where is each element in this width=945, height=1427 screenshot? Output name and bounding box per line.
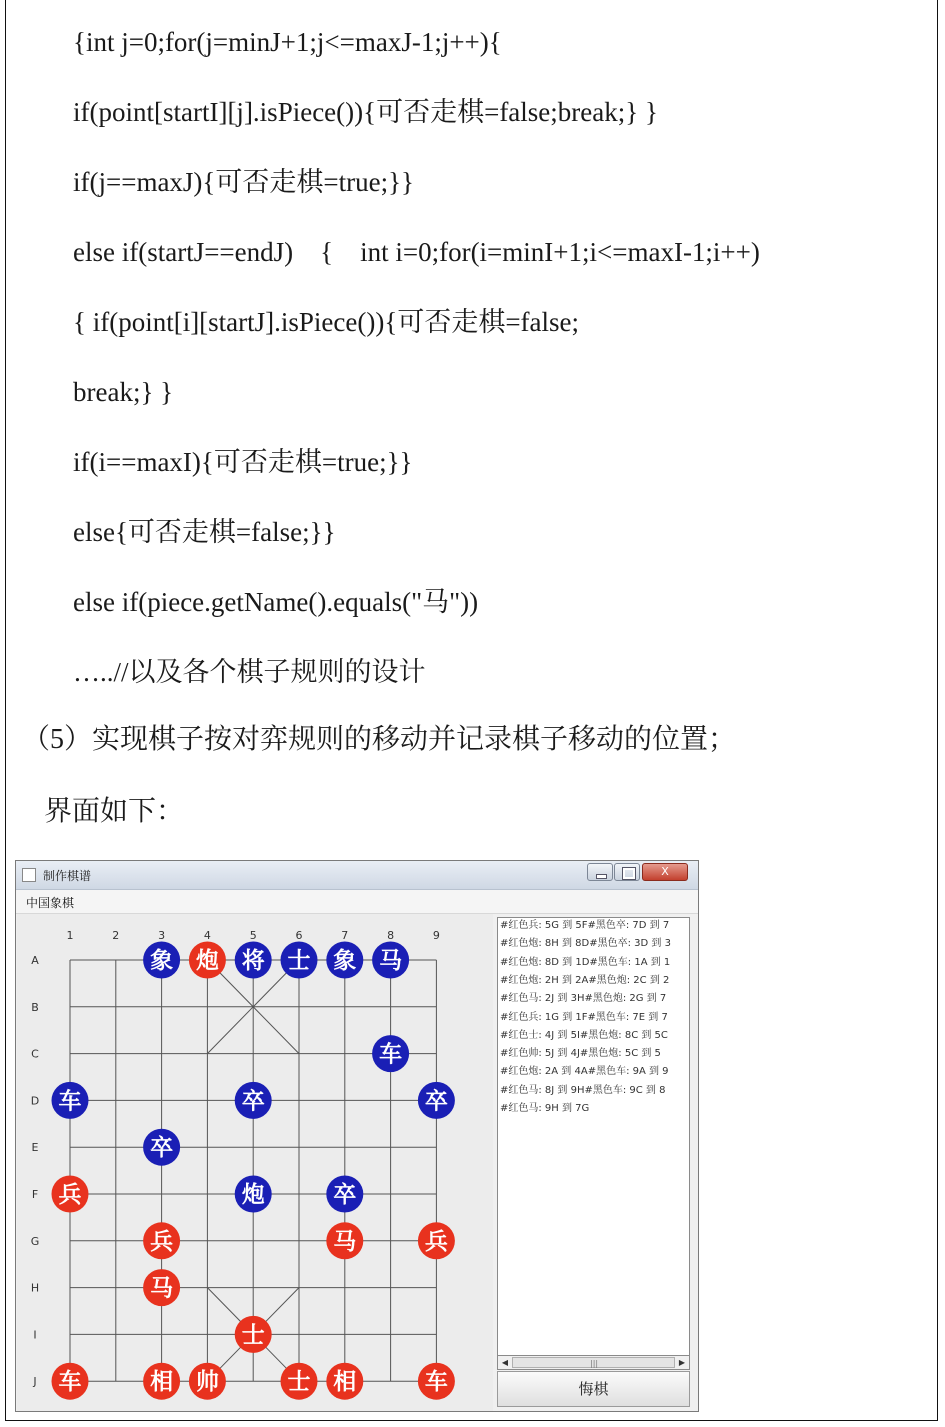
- close-icon: X: [661, 865, 669, 878]
- move-log-entry: #红色兵: 1G 到 1F#黑色车: 7E 到 7: [500, 1011, 668, 1023]
- chess-piece-red[interactable]: [326, 1363, 363, 1400]
- chess-piece-red[interactable]: [189, 942, 226, 979]
- row-label: D: [30, 1094, 40, 1108]
- piece-label: 车: [58, 1369, 82, 1396]
- chess-piece-red[interactable]: [418, 1363, 455, 1400]
- piece-label: 马: [379, 948, 403, 974]
- chess-piece-blue[interactable]: [326, 1176, 363, 1213]
- piece-label: 车: [58, 1088, 82, 1115]
- app-icon: [22, 868, 36, 882]
- piece-label: 炮: [195, 948, 219, 974]
- move-log-entry: #红色士: 4J 到 5I#黑色炮: 8C 到 5C: [500, 1029, 668, 1041]
- move-log-entry: #红色炮: 2A 到 4A#黑色车: 9A 到 9: [500, 1066, 669, 1078]
- row-label: A: [31, 954, 39, 967]
- scroll-grip-icon: |||: [590, 1359, 599, 1368]
- move-log-entry: #红色炮: 2H 到 2A#黑色炮: 2C 到 2: [500, 974, 670, 986]
- code-line: break;} }: [73, 377, 174, 407]
- column-label: 9: [432, 929, 440, 942]
- code-line: if(point[startI][j].isPiece()){可否走棋=false;break;} }: [73, 97, 658, 127]
- piece-label: 士: [287, 1369, 311, 1396]
- code-line: else if(piece.getName().equals("马")): [73, 587, 479, 617]
- move-log-entry: #红色马: 8J 到 9H#黑色车: 9C 到 8: [500, 1084, 666, 1096]
- piece-label: 马: [333, 1228, 357, 1255]
- scroll-right-icon[interactable]: ▶: [678, 1358, 686, 1367]
- chess-board[interactable]: [17, 914, 493, 1411]
- chess-piece-red[interactable]: [143, 1269, 180, 1306]
- piece-label: 车: [424, 1369, 448, 1396]
- piece-label: 兵: [58, 1182, 82, 1208]
- column-label: 1: [66, 929, 74, 942]
- chess-piece-blue[interactable]: [143, 942, 180, 979]
- title-bar[interactable]: [16, 861, 698, 890]
- piece-label: 卒: [424, 1088, 448, 1115]
- minimize-button[interactable]: [587, 863, 613, 881]
- chess-piece-blue[interactable]: [235, 1176, 272, 1213]
- code-line: { if(point[i][startJ].isPiece()){可否走棋=false;: [73, 307, 580, 337]
- column-label: 5: [249, 929, 257, 942]
- chess-piece-red[interactable]: [189, 1363, 226, 1400]
- row-label: C: [31, 1047, 39, 1061]
- piece-label: 卒: [241, 1088, 265, 1115]
- code-line: else if(startJ==endJ) { int i=0;for(i=minI+1;i<=maxI-1;i++): [73, 237, 760, 267]
- chess-piece-blue[interactable]: [281, 942, 318, 979]
- chess-piece-blue[interactable]: [372, 942, 409, 979]
- piece-label: 士: [287, 948, 311, 974]
- move-log-entry: #红色兵: 5G 到 5F#黑色卒: 7D 到 7: [500, 920, 670, 931]
- move-log-entry: #红色马: 2J 到 3H#黑色炮: 2G 到 7: [500, 993, 667, 1005]
- chess-piece-red[interactable]: [418, 1222, 455, 1259]
- piece-label: 兵: [150, 1228, 174, 1255]
- horizontal-scrollbar[interactable]: [497, 1355, 690, 1370]
- chess-piece-blue[interactable]: [326, 942, 363, 979]
- chess-piece-red[interactable]: [52, 1363, 89, 1400]
- piece-label: 兵: [424, 1228, 448, 1255]
- row-label: I: [33, 1328, 37, 1342]
- menu-chinese-chess[interactable]: 中国象棋: [26, 896, 75, 910]
- move-log-panel[interactable]: [497, 917, 690, 1357]
- move-log-entry: #红色炮: 8D 到 1D#黑色车: 1A 到 1: [500, 956, 671, 968]
- chess-piece-blue[interactable]: [235, 942, 272, 979]
- piece-label: 相: [150, 1369, 174, 1396]
- menu-bar: [16, 890, 698, 914]
- app-window-screenshot: [15, 860, 699, 1412]
- chess-piece-red[interactable]: [143, 1363, 180, 1400]
- chess-piece-blue[interactable]: [52, 1082, 89, 1119]
- scroll-thumb[interactable]: [512, 1357, 675, 1368]
- chess-piece-blue[interactable]: [418, 1082, 455, 1119]
- close-button[interactable]: [642, 863, 688, 881]
- maximize-button[interactable]: [614, 863, 640, 881]
- column-label: 7: [341, 929, 349, 942]
- row-label: J: [33, 1375, 37, 1389]
- move-log-entry: #红色帅: 5J 到 4J#黑色炮: 5C 到 5: [500, 1048, 661, 1060]
- maximize-icon: [623, 868, 635, 879]
- chess-piece-red[interactable]: [326, 1222, 363, 1259]
- chess-piece-red[interactable]: [143, 1222, 180, 1259]
- chess-piece-red[interactable]: [281, 1363, 318, 1400]
- board-area: [17, 914, 493, 1411]
- piece-label: 士: [241, 1322, 265, 1349]
- row-label: F: [31, 1188, 39, 1201]
- window-title: 制作棋谱: [43, 869, 92, 883]
- undo-button[interactable]: 悔棋: [497, 1371, 690, 1407]
- row-label: G: [30, 1234, 40, 1248]
- column-label: 6: [295, 929, 303, 942]
- piece-label: 卒: [150, 1135, 174, 1162]
- step-text: （5）实现棋子按对弈规则的移动并记录棋子移动的位置；: [22, 724, 737, 755]
- chess-piece-blue[interactable]: [143, 1129, 180, 1166]
- row-label: B: [31, 1000, 39, 1014]
- chess-piece-red[interactable]: [235, 1316, 272, 1353]
- scroll-left-icon[interactable]: ◀: [501, 1358, 509, 1367]
- chess-piece-blue[interactable]: [372, 1035, 409, 1072]
- piece-label: 相: [333, 1369, 357, 1396]
- code-line: {int j=0;for(j=minJ+1;j<=maxJ-1;j++){: [73, 27, 502, 57]
- code-line: if(j==maxJ){可否走棋=true;}}: [73, 167, 415, 197]
- minimize-icon: [596, 874, 607, 879]
- move-log-entry: #红色炮: 8H 到 8D#黑色卒: 3D 到 3: [500, 938, 671, 950]
- code-line: else{可否走棋=false;}}: [73, 517, 336, 547]
- row-label: H: [30, 1281, 40, 1295]
- piece-label: 象: [150, 948, 174, 974]
- column-label: 2: [112, 929, 120, 942]
- chess-piece-blue[interactable]: [235, 1082, 272, 1119]
- row-label: E: [31, 1141, 39, 1155]
- move-log-entry: #红色马: 9H 到 7G: [500, 1103, 590, 1114]
- chess-piece-red[interactable]: [52, 1176, 89, 1213]
- column-label: 4: [203, 929, 211, 942]
- code-line: if(i==maxI){可否走棋=true;}}: [73, 447, 413, 477]
- piece-label: 将: [241, 948, 265, 974]
- column-label: 8: [387, 929, 395, 942]
- piece-label: 象: [333, 948, 357, 974]
- piece-label: 帅: [195, 1369, 219, 1396]
- piece-label: 车: [379, 1041, 403, 1068]
- piece-label: 卒: [333, 1182, 357, 1208]
- piece-label: 炮: [241, 1182, 265, 1208]
- code-line: …..//以及各个棋子规则的设计: [73, 657, 426, 687]
- piece-label: 马: [150, 1275, 174, 1302]
- ui-intro-text: 界面如下：: [44, 796, 185, 827]
- column-label: 3: [158, 929, 166, 942]
